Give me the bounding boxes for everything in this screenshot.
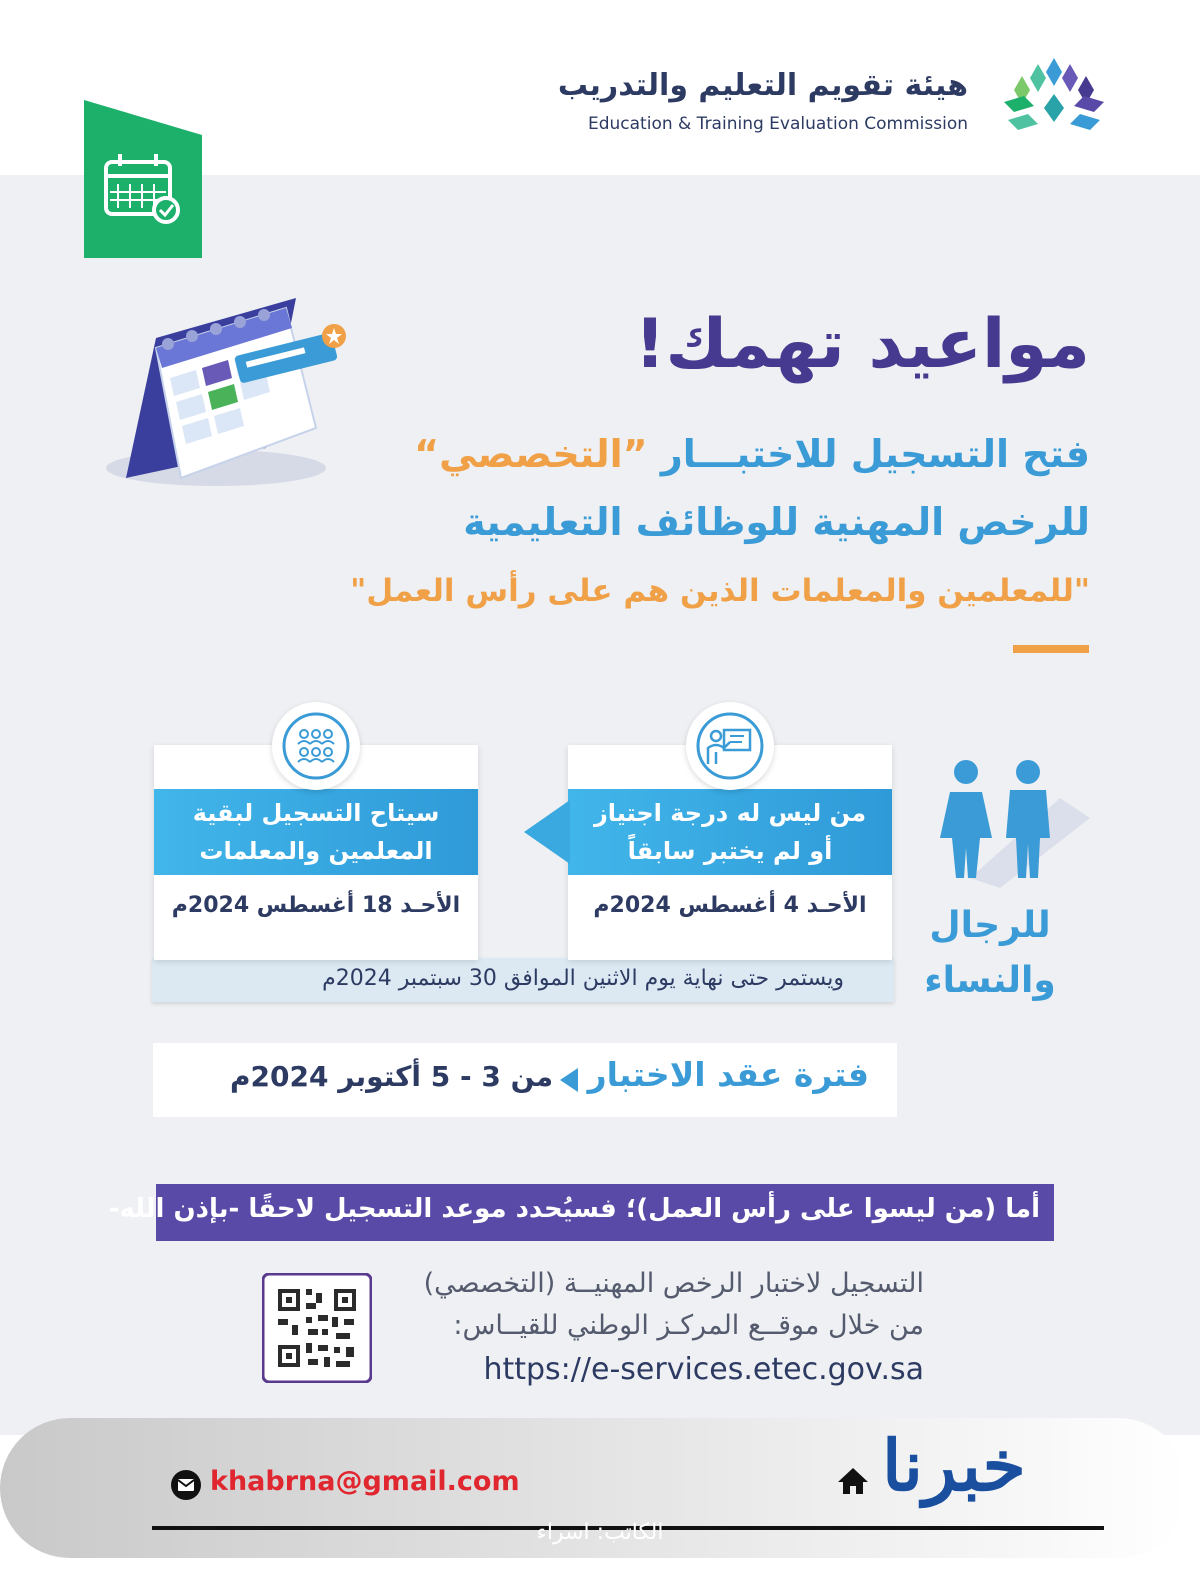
registration-line-1: التسجيل لاختبار الرخص المهنيــة (التخصصي) (423, 1268, 924, 1299)
qr-code (262, 1273, 372, 1383)
org-name-en: Education & Training Evaluation Commission (587, 114, 968, 134)
teacher-board-icon (686, 702, 774, 790)
brand-logo: خبرنا (882, 1424, 1026, 1507)
notice-text: أما (من ليسوا على رأس العمل)؛ فسيُحدد موعد التسجيل لاحقًا -بإذن الله- (108, 1194, 1040, 1224)
caret-left-icon (560, 1068, 578, 1092)
home-icon[interactable] (836, 1464, 870, 1498)
notice-band (108, 1184, 1054, 1241)
group-icon (272, 702, 360, 790)
continue-note-strip (152, 958, 894, 1002)
etec-logo-mark (994, 50, 1114, 140)
test-period-dates: من 3 - 5 أكتوبر 2024م (230, 1060, 554, 1093)
card-title-line-2: المعلمين والمعلمات (199, 837, 433, 865)
card-title-line-2: أو لم يختبر سابقاً (627, 837, 833, 865)
subtitle-line-1 (414, 432, 1090, 476)
pointer-arrow (524, 800, 570, 864)
mail-icon (170, 1469, 202, 1501)
subtitle-line-3: "للمعلمين والمعلمات الذين هم على رأس العمل" (350, 573, 1090, 609)
calendar-check-icon (84, 100, 202, 258)
calendar-illustration (96, 278, 356, 508)
card-date: الأحـد 18 أغسطس 2024م (171, 893, 461, 918)
card-date: الأحـد 4 أغسطس 2024م (593, 893, 867, 918)
people-icon (930, 758, 1090, 888)
footer-email[interactable]: khabrna@gmail.com (210, 1466, 520, 1497)
registration-line-2: من خلال موقــع المركـز الوطني للقيــاس: (453, 1310, 924, 1341)
continue-note: ويستمر حتى نهاية يوم الاثنين الموافق 30 سبتمبر 2024م (322, 966, 844, 991)
headline: مواعيد تهمك! (634, 305, 1090, 384)
audience-line-1: للرجال (929, 905, 1051, 946)
registration-url[interactable]: https://e-services.etec.gov.sa (483, 1352, 924, 1387)
subtitle-line-2: للرخص المهنية للوظائف التعليمية (463, 500, 1090, 544)
subtitle-prefix: فتح التسجيل للاختبـــار (660, 432, 1090, 476)
audience-line-2: والنساء (924, 960, 1056, 1001)
org-name-ar: هيئة تقويم التعليم والتدريب (557, 68, 968, 103)
subtitle-highlight: ”التخصصي“ (414, 432, 648, 476)
card-title-line-1: سيتاح التسجيل لبقية (192, 799, 440, 827)
card-header (154, 789, 478, 875)
author-credit: الكاتب: اسراء (536, 1520, 664, 1545)
test-period-label: فترة عقد الاختبار (587, 1055, 869, 1094)
card-header (568, 789, 892, 875)
card-title-line-1: من ليس له درجة اجتياز (593, 799, 867, 827)
divider (1013, 645, 1089, 653)
